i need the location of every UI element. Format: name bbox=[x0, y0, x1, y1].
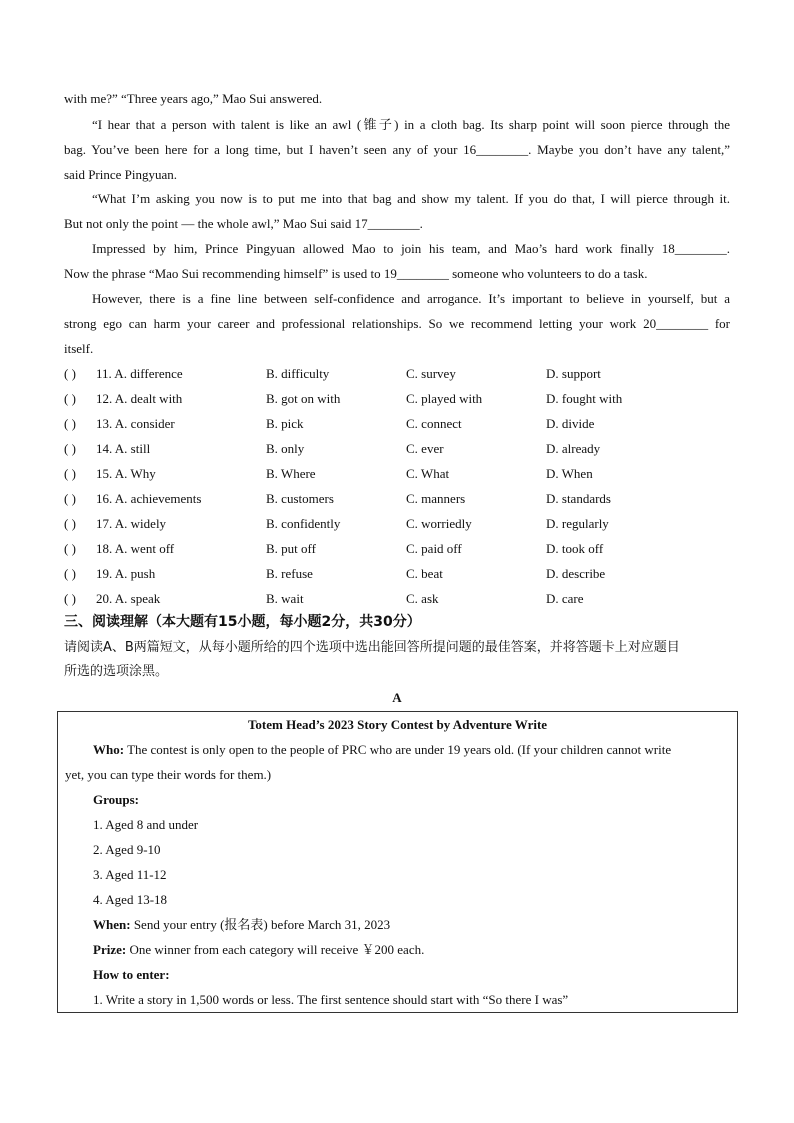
group-item: 3. Aged 11-12 bbox=[93, 867, 167, 882]
option-c: C. survey bbox=[406, 366, 456, 381]
passage-line: But not only the point — the whole awl,” Mao Sui said 17________. bbox=[64, 216, 423, 231]
passage-line: strong ego can harm your career and professional relationships. So we recommend letting your work 20________ for bbox=[64, 316, 730, 331]
answer-bracket[interactable]: ( ) bbox=[64, 541, 76, 556]
passage-line: “What I’m asking you now is to put me into that bag and show my talent. If you do that, I will pierce through it. bbox=[92, 191, 730, 206]
prize-text: One winner from each category will receive ￥200 each. bbox=[126, 942, 425, 957]
section-instructions: 所选的选项涂黑。 bbox=[64, 664, 169, 679]
option-b: B. confidently bbox=[266, 516, 341, 531]
group-item: 2. Aged 9-10 bbox=[93, 842, 161, 857]
answer-bracket[interactable]: ( ) bbox=[64, 491, 76, 506]
option-a: 12. A. dealt with bbox=[96, 391, 183, 406]
option-d: D. took off bbox=[546, 541, 604, 556]
option-d: D. regularly bbox=[546, 516, 609, 531]
passage-line: “I hear that a person with talent is like an awl (锥子) in a cloth bag. Its sharp point will soon pierce through the bbox=[92, 117, 730, 132]
option-a: 16. A. achievements bbox=[96, 491, 202, 506]
passage-line: Now the phrase “Mao Sui recommending himself” is used to 19________ someone who volunteers to do a task. bbox=[64, 266, 648, 281]
option-c: C. worriedly bbox=[406, 516, 472, 531]
answer-bracket[interactable]: ( ) bbox=[64, 416, 76, 431]
when-label: When: bbox=[93, 917, 131, 932]
groups-label: Groups: bbox=[93, 792, 139, 807]
section-heading: 三、阅读理解（本大题有15小题，每小题2分，共30分） bbox=[64, 614, 421, 630]
notice-who-continued: yet, you can type their words for them.) bbox=[65, 767, 272, 782]
option-a: 17. A. widely bbox=[96, 516, 167, 531]
option-c: C. paid off bbox=[406, 541, 462, 556]
option-c: C. played with bbox=[406, 391, 483, 406]
option-d: D. support bbox=[546, 366, 601, 381]
option-b: B. got on with bbox=[266, 391, 341, 406]
answer-bracket[interactable]: ( ) bbox=[64, 441, 76, 456]
section-instructions: 请阅读A、B两篇短文，从每小题所给的四个选项中选出能回答所提问题的最佳答案，并将答题卡上对应题目 bbox=[64, 640, 680, 655]
passage-line: However, there is a fine line between self-confidence and arrogance. It’s important to believe in yourself, but a bbox=[92, 291, 730, 306]
passage-line: said Prince Pingyuan. bbox=[64, 167, 178, 182]
answer-bracket[interactable]: ( ) bbox=[64, 591, 76, 606]
option-a: 20. A. speak bbox=[96, 591, 161, 606]
option-b: B. customers bbox=[266, 491, 334, 506]
option-b: B. put off bbox=[266, 541, 316, 556]
option-d: D. divide bbox=[546, 416, 595, 431]
option-c: C. beat bbox=[406, 566, 443, 581]
when-text: Send your entry (报名表) before March 31, 2023 bbox=[130, 917, 391, 932]
notice-title: Totem Head’s 2023 Story Contest by Adventure Write bbox=[247, 717, 548, 732]
notice-prize bbox=[93, 940, 733, 960]
option-a: 13. A. consider bbox=[96, 416, 175, 431]
who-label: Who: bbox=[93, 742, 125, 757]
option-a: 18. A. went off bbox=[96, 541, 175, 556]
option-d: D. describe bbox=[546, 566, 606, 581]
option-c: C. What bbox=[406, 466, 450, 481]
who-text: The contest is only open to the people of PRC who are under 19 years old. (If your children cannot write bbox=[124, 742, 672, 757]
option-d: D. already bbox=[546, 441, 601, 456]
answer-bracket[interactable]: ( ) bbox=[64, 391, 76, 406]
group-item: 4. Aged 13-18 bbox=[93, 892, 168, 907]
option-c: C. ever bbox=[406, 441, 444, 456]
group-item: 1. Aged 8 and under bbox=[93, 817, 199, 832]
option-d: D. When bbox=[546, 466, 593, 481]
contest-notice-box bbox=[57, 711, 738, 1013]
option-b: B. only bbox=[266, 441, 305, 456]
option-b: B. refuse bbox=[266, 566, 313, 581]
option-a: 14. A. still bbox=[96, 441, 151, 456]
option-a: 11. A. difference bbox=[96, 366, 183, 381]
answer-bracket[interactable]: ( ) bbox=[64, 516, 76, 531]
passage-line: itself. bbox=[64, 341, 94, 356]
passage-line: Impressed by him, Prince Pingyuan allowed Mao to join his team, and Mao’s hard work finally 18________. bbox=[92, 241, 730, 256]
how-to-enter-label: How to enter: bbox=[93, 967, 170, 982]
answer-bracket[interactable]: ( ) bbox=[64, 566, 76, 581]
option-d: D. standards bbox=[546, 491, 611, 506]
prize-label: Prize: bbox=[93, 942, 127, 957]
option-a: 19. A. push bbox=[96, 566, 156, 581]
passage-label: A bbox=[392, 690, 402, 705]
option-d: D. fought with bbox=[546, 391, 623, 406]
option-d: D. care bbox=[546, 591, 584, 606]
answer-bracket[interactable]: ( ) bbox=[64, 366, 76, 381]
option-b: B. Where bbox=[266, 466, 316, 481]
passage-line: bag. You’ve been here for a long time, but I haven’t seen any of your 16________. Maybe you don’t have any talent,” bbox=[64, 142, 730, 157]
option-a: 15. A. Why bbox=[96, 466, 156, 481]
option-b: B. wait bbox=[266, 591, 304, 606]
option-c: C. ask bbox=[406, 591, 439, 606]
passage-line: with me?” “Three years ago,” Mao Sui answered. bbox=[64, 91, 323, 106]
notice-who bbox=[93, 740, 733, 760]
option-c: C. manners bbox=[406, 491, 466, 506]
option-b: B. pick bbox=[266, 416, 304, 431]
answer-bracket[interactable]: ( ) bbox=[64, 466, 76, 481]
option-b: B. difficulty bbox=[266, 366, 330, 381]
how-to-enter-step: 1. Write a story in 1,500 words or less. The first sentence should start with “So there I was” bbox=[93, 992, 569, 1007]
notice-when bbox=[93, 915, 733, 935]
option-c: C. connect bbox=[406, 416, 462, 431]
